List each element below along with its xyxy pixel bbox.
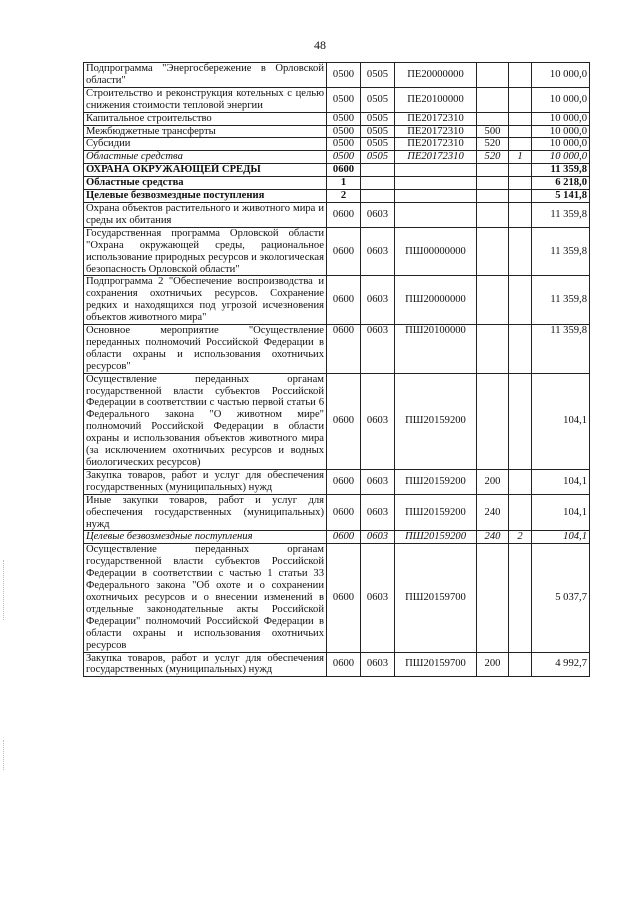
cell-subsection [361, 190, 395, 203]
cell-amount: 104,1 [532, 494, 590, 531]
cell-target-article: ПШ20000000 [395, 276, 477, 325]
cell-source: 2 [509, 531, 532, 544]
cell-expense-type: 240 [477, 531, 509, 544]
cell-subsection: 0603 [361, 652, 395, 677]
cell-section: 0600 [327, 164, 361, 177]
cell-expense-type [477, 63, 509, 88]
cell-name: Подпрограмма 2 "Обеспечение воспроизводства и сохранения охотничьих ресурсов. Сохранение редких и находящихся под угрозой исчезновения объектов животного мира" [84, 276, 327, 325]
cell-expense-type [477, 276, 509, 325]
cell-subsection: 0603 [361, 531, 395, 544]
cell-expense-type: 200 [477, 469, 509, 494]
cell-target-article [395, 164, 477, 177]
cell-name: Подпрограмма "Энергосбережение в Орловской области" [84, 63, 327, 88]
cell-subsection: 0603 [361, 202, 395, 227]
table-row [84, 227, 590, 276]
cell-source [509, 112, 532, 125]
cell-amount: 10 000,0 [532, 112, 590, 125]
cell-section: 0600 [327, 373, 361, 469]
cell-source [509, 87, 532, 112]
table-row [84, 276, 590, 325]
cell-source [509, 227, 532, 276]
table-row [84, 652, 590, 677]
table-row [84, 151, 590, 164]
margin-dots [3, 740, 5, 770]
cell-source [509, 276, 532, 325]
cell-expense-type: 200 [477, 652, 509, 677]
table-body [84, 63, 590, 677]
cell-target-article: ПШ00000000 [395, 227, 477, 276]
table-row [84, 531, 590, 544]
cell-amount: 5 141,8 [532, 190, 590, 203]
cell-amount: 10 000,0 [532, 63, 590, 88]
cell-expense-type [477, 177, 509, 190]
cell-section: 0500 [327, 112, 361, 125]
table-row [84, 202, 590, 227]
table-row [84, 63, 590, 88]
cell-target-article: ПЕ20100000 [395, 87, 477, 112]
cell-name: Субсидии [84, 138, 327, 151]
cell-source [509, 164, 532, 177]
table-row [84, 544, 590, 652]
table-row [84, 177, 590, 190]
cell-expense-type: 500 [477, 125, 509, 138]
cell-subsection: 0505 [361, 151, 395, 164]
cell-subsection [361, 177, 395, 190]
cell-source [509, 373, 532, 469]
cell-amount: 11 359,8 [532, 276, 590, 325]
cell-name: Охрана объектов растительного и животного мира и среды их обитания [84, 202, 327, 227]
cell-name: ОХРАНА ОКРУЖАЮЩЕЙ СРЕДЫ [84, 164, 327, 177]
cell-expense-type [477, 190, 509, 203]
cell-amount: 10 000,0 [532, 138, 590, 151]
cell-target-article: ПЕ20172310 [395, 151, 477, 164]
cell-target-article: ПШ20159700 [395, 652, 477, 677]
cell-amount: 6 218,0 [532, 177, 590, 190]
cell-source [509, 190, 532, 203]
cell-target-article: ПЕ20172310 [395, 125, 477, 138]
table-row [84, 138, 590, 151]
cell-name: Строительство и реконструкция котельных с целью снижения стоимости тепловой энергии [84, 87, 327, 112]
cell-amount: 104,1 [532, 531, 590, 544]
page-number: 48 [314, 38, 326, 52]
cell-source [509, 177, 532, 190]
cell-name: Межбюджетные трансферты [84, 125, 327, 138]
cell-subsection: 0603 [361, 373, 395, 469]
cell-name: Капитальное строительство [84, 112, 327, 125]
cell-expense-type [477, 227, 509, 276]
cell-name: Государственная программа Орловской области "Охрана окружающей среды, рациональное использование природных ресурсов и экологическая безопасность Орловской области" [84, 227, 327, 276]
cell-target-article [395, 177, 477, 190]
margin-dots [3, 560, 5, 620]
cell-source [509, 325, 532, 374]
cell-section: 0600 [327, 494, 361, 531]
cell-target-article [395, 190, 477, 203]
cell-section: 0600 [327, 227, 361, 276]
cell-amount: 104,1 [532, 373, 590, 469]
cell-amount: 11 359,8 [532, 325, 590, 374]
cell-name: Целевые безвозмездные поступления [84, 190, 327, 203]
cell-target-article: ПШ20159200 [395, 469, 477, 494]
cell-expense-type: 520 [477, 151, 509, 164]
cell-section: 0600 [327, 202, 361, 227]
cell-expense-type: 240 [477, 494, 509, 531]
table-row [84, 112, 590, 125]
cell-source [509, 138, 532, 151]
cell-amount: 10 000,0 [532, 125, 590, 138]
table-row [84, 190, 590, 203]
table-row [84, 87, 590, 112]
cell-section: 0500 [327, 87, 361, 112]
cell-target-article: ПЕ20172310 [395, 112, 477, 125]
table-row [84, 373, 590, 469]
cell-subsection: 0505 [361, 125, 395, 138]
cell-section: 0600 [327, 276, 361, 325]
cell-amount: 10 000,0 [532, 87, 590, 112]
cell-subsection: 0603 [361, 227, 395, 276]
cell-source [509, 544, 532, 652]
cell-expense-type [477, 202, 509, 227]
cell-expense-type [477, 373, 509, 469]
cell-name: Иные закупки товаров, работ и услуг для обеспечения государственных (муниципальных) нужд [84, 494, 327, 531]
cell-subsection: 0505 [361, 63, 395, 88]
cell-subsection: 0505 [361, 112, 395, 125]
cell-target-article: ПШ20100000 [395, 325, 477, 374]
cell-amount: 11 359,8 [532, 227, 590, 276]
cell-subsection: 0603 [361, 494, 395, 531]
cell-target-article: ПЕ20172310 [395, 138, 477, 151]
cell-name: Закупка товаров, работ и услуг для обеспечения государственных (муниципальных) нужд [84, 652, 327, 677]
cell-amount: 11 359,8 [532, 164, 590, 177]
cell-amount: 11 359,8 [532, 202, 590, 227]
cell-source [509, 63, 532, 88]
cell-section: 0600 [327, 325, 361, 374]
cell-source [509, 469, 532, 494]
cell-section: 0600 [327, 652, 361, 677]
cell-source [509, 494, 532, 531]
cell-expense-type [477, 164, 509, 177]
table-row [84, 494, 590, 531]
budget-table [83, 62, 590, 677]
cell-amount: 4 992,7 [532, 652, 590, 677]
cell-name: Целевые безвозмездные поступления [84, 531, 327, 544]
table-row [84, 469, 590, 494]
cell-expense-type [477, 112, 509, 125]
cell-subsection [361, 164, 395, 177]
cell-section: 2 [327, 190, 361, 203]
cell-name: Основное мероприятие "Осуществление переданных полномочий Российской Федерации в области охраны и использования охотничьих ресурсов" [84, 325, 327, 374]
table-row [84, 325, 590, 374]
cell-subsection: 0603 [361, 276, 395, 325]
table-row [84, 164, 590, 177]
cell-section: 0500 [327, 151, 361, 164]
cell-section: 0500 [327, 125, 361, 138]
cell-amount: 5 037,7 [532, 544, 590, 652]
table-row [84, 125, 590, 138]
cell-section: 0500 [327, 138, 361, 151]
cell-source [509, 125, 532, 138]
cell-target-article: ПШ20159700 [395, 544, 477, 652]
cell-subsection: 0603 [361, 325, 395, 374]
cell-expense-type [477, 87, 509, 112]
cell-subsection: 0603 [361, 469, 395, 494]
cell-name: Осуществление переданных органам государственной власти субъектов Российской Федерации в соответствии с частью первой статьи 6 Федерального закона "О животном мире" полномочий Российской Федерации в области охраны и использования объектов животного мира (за исключением охотничьих ресурсов и водных биологических ресурсов) [84, 373, 327, 469]
cell-name: Осуществление переданных органам государственной власти субъектов Российской Федерации в соответствии с частью 1 статьи 33 Федерального закона "Об охоте и о сохранении охотничьих ресурсов и о внесении изменений в отдельные законодательные акты Российской Федерации" полномочий Российской Федерации в области охраны и использования охотничьих ресурсов [84, 544, 327, 652]
cell-amount: 104,1 [532, 469, 590, 494]
cell-subsection: 0505 [361, 138, 395, 151]
cell-name: Областные средства [84, 177, 327, 190]
cell-target-article: ПЕ20000000 [395, 63, 477, 88]
cell-source [509, 652, 532, 677]
cell-section: 1 [327, 177, 361, 190]
cell-expense-type: 520 [477, 138, 509, 151]
cell-target-article [395, 202, 477, 227]
cell-expense-type [477, 544, 509, 652]
cell-subsection: 0505 [361, 87, 395, 112]
cell-amount: 10 000,0 [532, 151, 590, 164]
cell-section: 0600 [327, 544, 361, 652]
cell-expense-type [477, 325, 509, 374]
cell-source [509, 202, 532, 227]
cell-source: 1 [509, 151, 532, 164]
cell-section: 0600 [327, 531, 361, 544]
cell-section: 0500 [327, 63, 361, 88]
cell-subsection: 0603 [361, 544, 395, 652]
cell-target-article: ПШ20159200 [395, 494, 477, 531]
cell-target-article: ПШ20159200 [395, 531, 477, 544]
cell-name: Областные средства [84, 151, 327, 164]
cell-target-article: ПШ20159200 [395, 373, 477, 469]
cell-section: 0600 [327, 469, 361, 494]
cell-name: Закупка товаров, работ и услуг для обеспечения государственных (муниципальных) нужд [84, 469, 327, 494]
